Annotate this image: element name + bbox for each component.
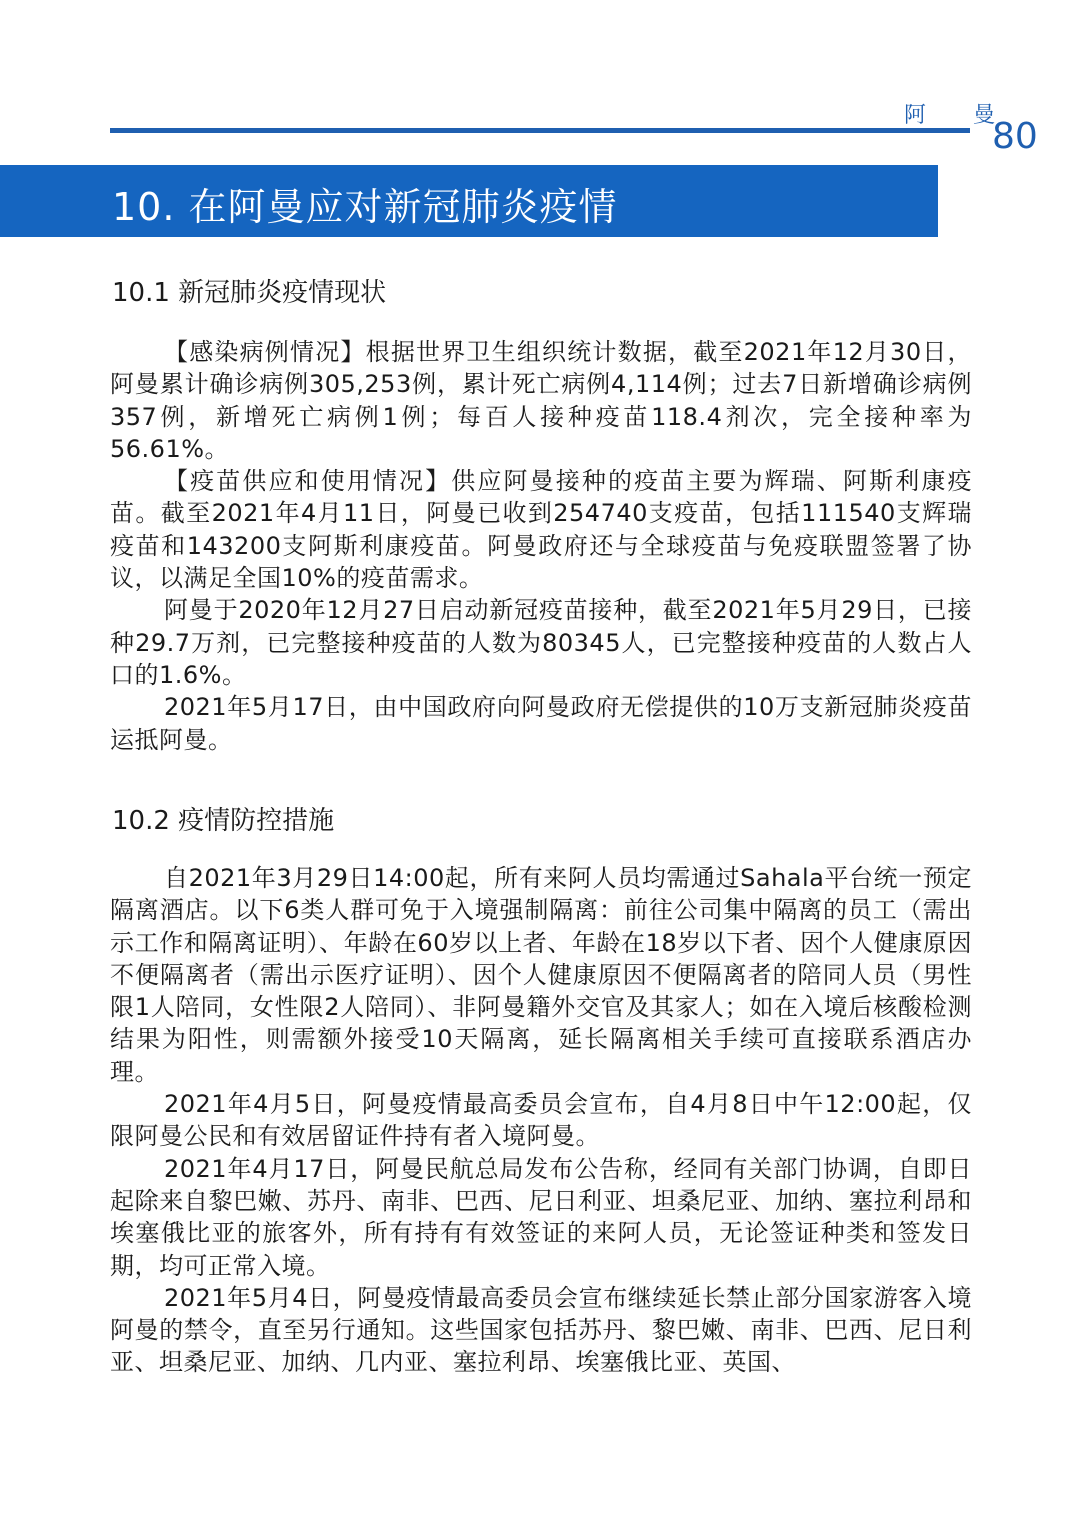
paragraph-quarantine-rules: 自2021年3月29日14:00起，所有来阿人员均需通过Sahala平台统一预定隔离酒店。以下6类人群可免于入境强制隔离：前往公司集中隔离的员工（需出示工作和隔离证明）、年龄在60岁以上者、年龄在18岁以下者、因个人健康原因不便隔离者（需出示医疗证明）、因个人健康原因不便隔离者的陪同人员（男性限1人陪同，女性限2人陪同）、非阿曼籍外交官及其家人；如在入境后核酸检测结果为阳性，则需额外接受10天隔离，延长隔离相关手续可直接联系酒店办理。 [110,864,972,1086]
section-1-body [110,336,972,756]
chapter-title: 10. 在阿曼应对新冠肺炎疫情 [112,185,618,229]
paragraph-entry-restriction-apr5: 2021年4月5日，阿曼疫情最高委员会宣布，自4月8日中午12:00起，仅限阿曼公民和有效居留证件持有者入境阿曼。 [110,1090,972,1151]
paragraph-travel-ban-may4: 2021年5月4日，阿曼疫情最高委员会宣布继续延长禁止部分国家游客入境阿曼的禁令，直至另行通知。这些国家包括苏丹、黎巴嫩、南非、巴西、尼日利亚、坦桑尼亚、加纳、几内亚、塞拉利昂、埃塞俄比亚、英国、 [110,1283,972,1377]
paragraph-vaccination-progress: 阿曼于2020年12月27日启动新冠疫苗接种，截至2021年5月29日，已接种29.7万剂，已完整接种疫苗的人数为80345人，已完整接种疫苗的人数占人口的1.6%。 [110,596,972,689]
section-2-body [110,862,972,1379]
page-number: 80 [992,116,1038,157]
section-heading-10-2: 10.2 疫情防控措施 [112,806,335,836]
paragraph-entry-resumption-apr17: 2021年4月17日，阿曼民航总局发布公告称，经同有关部门协调，自即日起除来自黎巴嫩、苏丹、南非、巴西、尼日利亚、坦桑尼亚、加纳、塞拉利昂和埃塞俄比亚的旅客外，所有持有有效签证的来阿人员，无论签证种类和签发日期，均可正常入境。 [110,1154,972,1280]
running-head: 阿 曼 [904,103,1015,128]
section-heading-10-1: 10.1 新冠肺炎疫情现状 [112,278,387,308]
paragraph-infection-cases: 【感染病例情况】根据世界卫生组织统计数据，截至2021年12月30日，阿曼累计确诊病例305,253例，累计死亡病例4,114例；过去7日新增确诊病例357例，新增死亡病例1例；每百人接种疫苗118.4剂次，完全接种率为56.61%。 [110,338,972,463]
header-rule [110,128,970,133]
paragraph-vaccine-supply: 【疫苗供应和使用情况】供应阿曼接种的疫苗主要为辉瑞、阿斯利康疫苗。截至2021年4月11日，阿曼已收到254740支疫苗，包括111540支辉瑞疫苗和143200支阿斯利康疫苗。阿曼政府还与全球疫苗与免疫联盟签署了协议，以满足全国10%的疫苗需求。 [110,467,972,593]
paragraph-china-donation: 2021年5月17日，由中国政府向阿曼政府无偿提供的10万支新冠肺炎疫苗运抵阿曼。 [110,693,972,754]
